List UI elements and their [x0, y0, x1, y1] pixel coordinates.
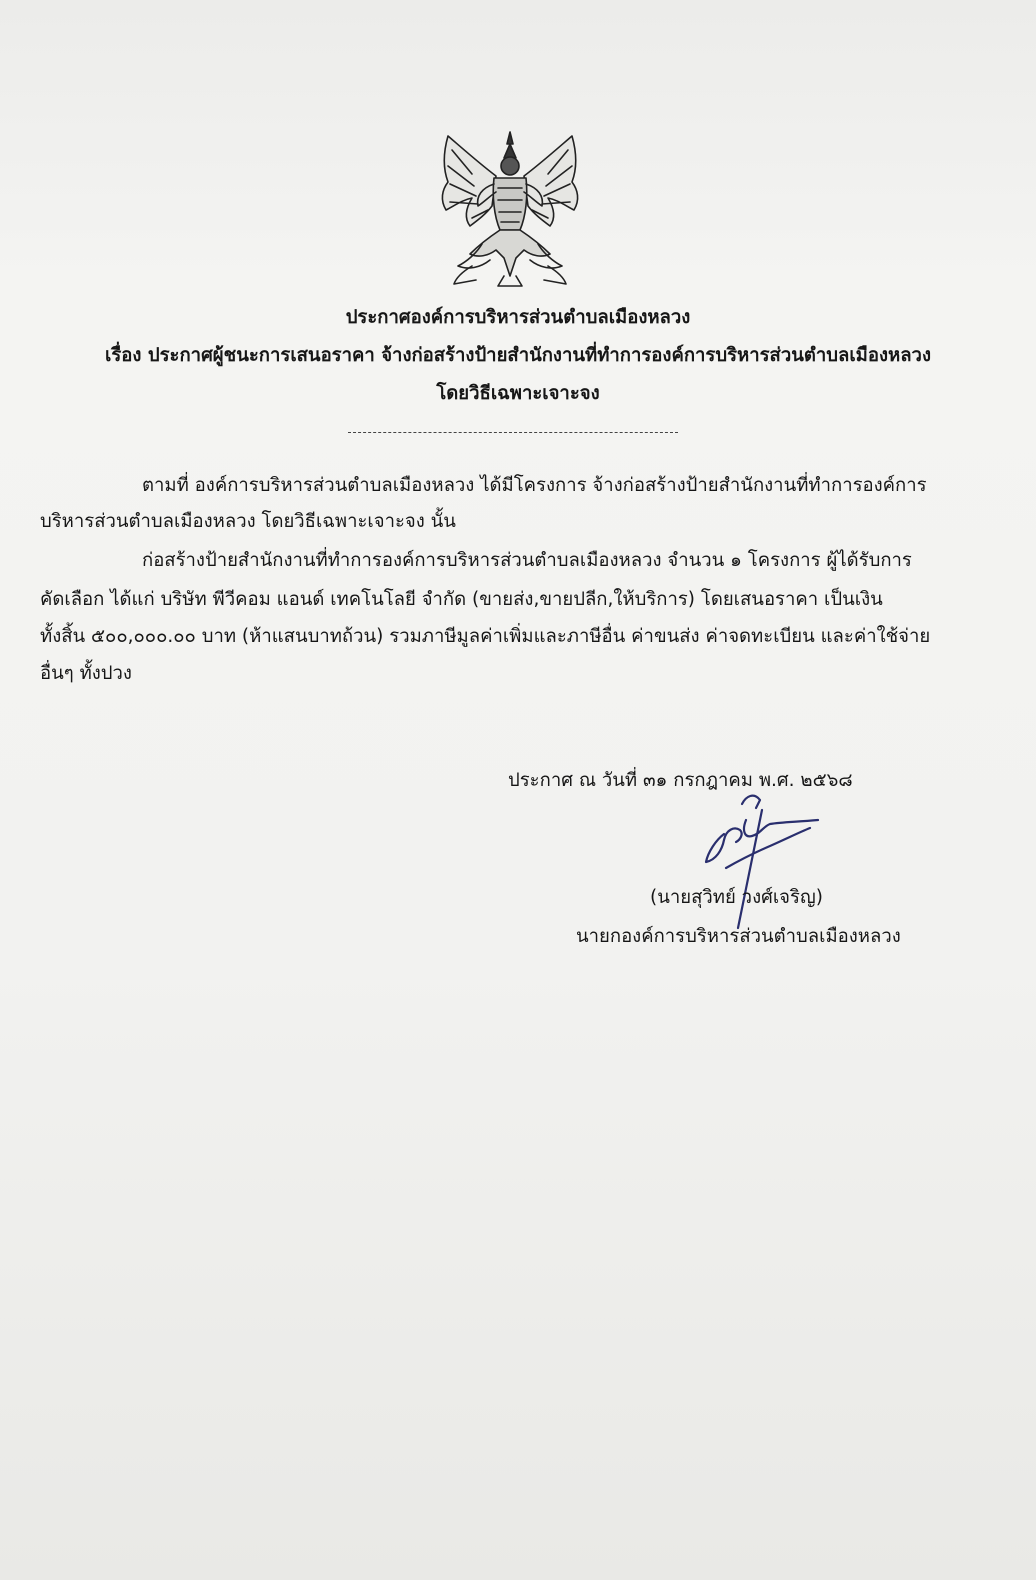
announcement-method: โดยวิธีเฉพาะเจาะจง	[436, 383, 600, 404]
paragraph-1-line-1: ตามที่ องค์การบริหารส่วนตำบลเมืองหลวง ได้มีโครงการ จ้างก่อสร้างป้ายสำนักงานที่ทำการองค์การ	[142, 475, 927, 496]
header-divider	[348, 432, 678, 433]
signer-name: (นายสุวิทย์ วงศ์เจริญ)	[650, 887, 823, 908]
paragraph-1-line-2: บริหารส่วนตำบลเมืองหลวง โดยวิธีเฉพาะเจาะจง นั้น	[40, 511, 456, 532]
paragraph-2-line-3: ทั้งสิ้น ๕๐๐,๐๐๐.๐๐ บาท (ห้าแสนบาทถ้วน) รวมภาษีมูลค่าเพิ่มและภาษีอื่น ค่าขนส่ง ค่าจดทะเบียน และค่าใช้จ่าย	[40, 626, 931, 647]
announcement-subject: เรื่อง ประกาศผู้ชนะการเสนอราคา จ้างก่อสร้างป้ายสำนักงานที่ทำการองค์การบริหารส่วนตำบลเมืองหลวง	[105, 345, 931, 366]
announcement-title: ประกาศองค์การบริหารส่วนตำบลเมืองหลวง	[345, 307, 691, 328]
announcement-date: ประกาศ ณ วันที่ ๓๑ กรกฎาคม พ.ศ. ๒๕๖๘	[508, 770, 853, 791]
signer-position: นายกองค์การบริหารส่วนตำบลเมืองหลวง	[576, 926, 901, 947]
paragraph-2-line-4: อื่นๆ ทั้งปวง	[40, 663, 132, 684]
paragraph-2-line-1: ก่อสร้างป้ายสำนักงานที่ทำการองค์การบริหารส่วนตำบลเมืองหลวง จำนวน ๑ โครงการ ผู้ได้รับการ	[142, 550, 912, 571]
paragraph-2-line-2: คัดเลือก ได้แก่ บริษัท พีวีคอม แอนด์ เทคโนโลยี จำกัด (ขายส่ง,ขายปลีก,ให้บริการ) โดยเสนอราคา เป็นเงิน	[40, 589, 883, 610]
garuda-emblem-icon	[432, 126, 588, 290]
